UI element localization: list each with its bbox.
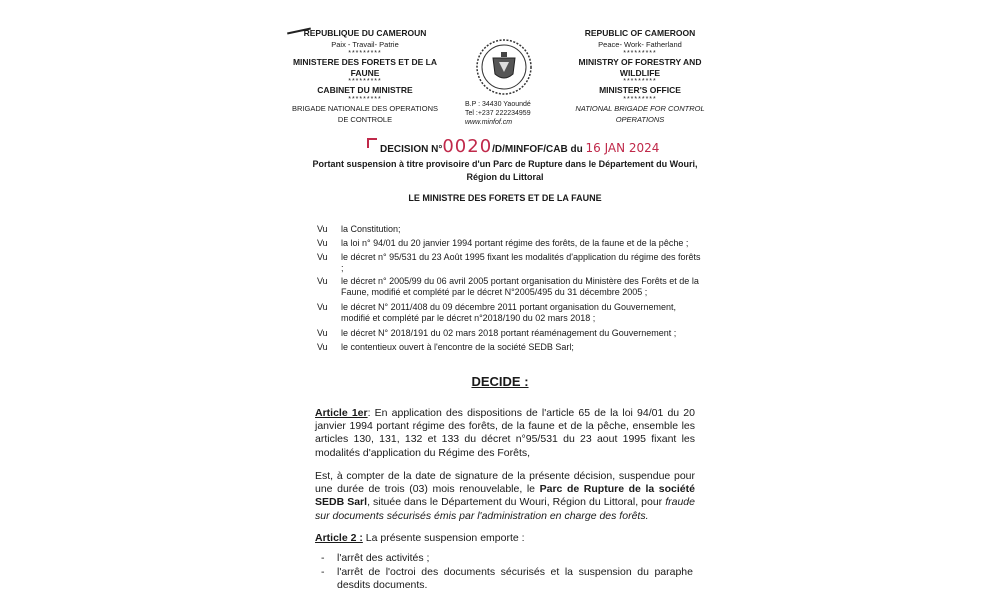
article-2-text: La présente suspension emporte : [362, 532, 525, 544]
country-en: REPUBLIC OF CAMEROON [584, 28, 696, 38]
article-1-label: Article 1er [315, 407, 368, 419]
decision-reference: /D/MINFOF/CAB du [492, 144, 583, 155]
fraud-reason: fraude sur documents sécurisés émis par l'administration en charge des forêts. [315, 496, 695, 522]
phone-number: Tel :+237 222234959 [465, 110, 531, 117]
separator: ********* [348, 78, 382, 85]
separator: ********* [623, 95, 657, 103]
separator: ********* [623, 78, 657, 85]
postal-box: B.P : 34430 Yaoundé [465, 101, 531, 108]
decision-subject: Portant suspension à titre provisoire d'un Parc de Rupture dans le Département du Wouri, Région du Littoral [312, 159, 698, 182]
minister-title: LE MINISTRE DES FORETS ET DE LA FAUNE [408, 193, 602, 203]
decide-heading: DECIDE : [471, 374, 529, 389]
document-page: REPUBLIQUE DU CAMEROUN Paix - Travail- Patrie ********* MINISTERE DES FORETS ET DE LA FAUNE ********* CABINET DU MINISTRE ********* BRIGADE NATIONALE DES OPERATIONS DE CONTROLE B.P : 34430 Yaoundé Tel :+237 222234959 www.minfof.cm REPUBLIC OF CAMEROON Peace- Work- Fatherland ********* MINISTRY OF FORESTRY AND WILDLIFE ********* MINISTER'S OFFICE ********* NATIONAL BRIGADE FOR CONTROL OPERATIONS DECISION N°0020/D/MINFOF/CAB du 16 JAN 2024 Portant suspension à titre provisoire d'un Parc de Rupture dans le Département du Wouri, Région du Littoral LE MINISTRE DES FORETS ET DE LA FAUNE Vu la Constitution; Vu la loi n° 94/01 du 20 janvier 1994 portant régime des forêts, de la faune et de la pêche ; Vu le décret n° 95/531 du 23 Août 1995 fixant les modalités d'application du régime des forêts ; Vu le décret n° 2005/99 du 06 avril 2005 portant organisation du Ministère des Forêts et de la Faune, modifié et complété par le décret N°2005/495 du 31 décembre 2005 ; Vu le décret N° 2011/408 du 09 décembre 2011 portant organisation du Gouvernement, modifié et complété par le décret n°2018/190 du 02 mars 2018 ; Vu le décret N° 2018/191 du 02 mars 2018 portant réaménagement du Gouvernement ; Vu le contentieux ouvert à l'encontre de la société SEDB Sarl; DECIDE : Article 1er: En application des dispositions de l'article 65 de la loi 94/01 du 20 janvier 1994 portant régime des forêts, de la faune et de la pêche, ensemble les articles 130, 131, 132 et 133 du décret n°95/531 du 23 aout 1995 fixant les modalités d'application du Régime des Forêts, Est, à compter de la date de signature de la présente décision, suspendue pour une durée de trois (03) mois renouvelable, le Parc de Rupture de la société SEDB Sarl, située dans le Département du Wouri, Région du Littoral, pour fraude sur documents sécurisés émis par l'administration en charge des forêts. Article 2 : La présente suspension emporte : - l'arrêt des activités ; - l'arrêt de l'octroi des documents sécurisés et la suspension du paraphe desdits documents. [275, 0, 725, 600]
contact-block [465, 100, 545, 127]
ministry-en: MINISTRY OF FORESTRY AND WILDLIFE [578, 57, 702, 78]
header-left [290, 28, 440, 126]
company-name: Parc de Rupture de la société SEDB Sarl [315, 483, 695, 509]
separator: ********* [348, 50, 382, 57]
decision-number-line [360, 136, 720, 157]
brigade-en: NATIONAL BRIGADE FOR CONTROL OPERATIONS [575, 103, 705, 124]
office-en: MINISTER'S OFFICE [599, 85, 681, 95]
article-2-label: Article 2 : [315, 532, 363, 544]
coat-of-arms-seal-icon [475, 38, 533, 96]
article-2 [315, 532, 695, 545]
decision-prefix: DECISION N° [380, 144, 443, 155]
header-right [565, 28, 715, 126]
article-1-text: : En application des dispositions de l'article 65 de la loi 94/01 du 20 janvier 1994 portant régime des forêts, de la faune et de la pêche, ensemble les articles 130, 131, 132 et 133 du décret n°95/531 du 23 aout 1995 fixant les modalités d'application du Régime des Forêts, [315, 407, 695, 459]
motto-fr: Paix - Travail- Patrie [331, 39, 399, 49]
ministry-fr: MINISTERE DES FORETS ET DE LA FAUNE [292, 57, 438, 78]
article-1 [315, 407, 695, 460]
separator: ********* [623, 50, 657, 57]
decision-date-stamp: 16 JAN 2024 [585, 141, 660, 155]
country-fr: REPUBLIQUE DU CAMEROUN [303, 28, 427, 38]
brigade-fr: BRIGADE NATIONALE DES OPERATIONS DE CONTROLE [291, 103, 438, 124]
cabinet-fr: CABINET DU MINISTRE [317, 85, 413, 95]
decision-number-handwritten: 0020 [442, 136, 493, 157]
website: www.minfof.cm [465, 119, 513, 126]
suspension-paragraph: Est, à compter de la date de signature de la présente décision, suspendue pour une durée de trois (03) mois renouvelable, le Parc de Rupture de la société SEDB Sarl, située dans le Département du Wouri, Région du Littoral, pour fraude sur documents sécurisés émis par l'administration en charge des forêts. [315, 470, 695, 522]
separator: ********* [348, 95, 382, 103]
motto-en: Peace- Work- Fatherland [598, 39, 682, 49]
